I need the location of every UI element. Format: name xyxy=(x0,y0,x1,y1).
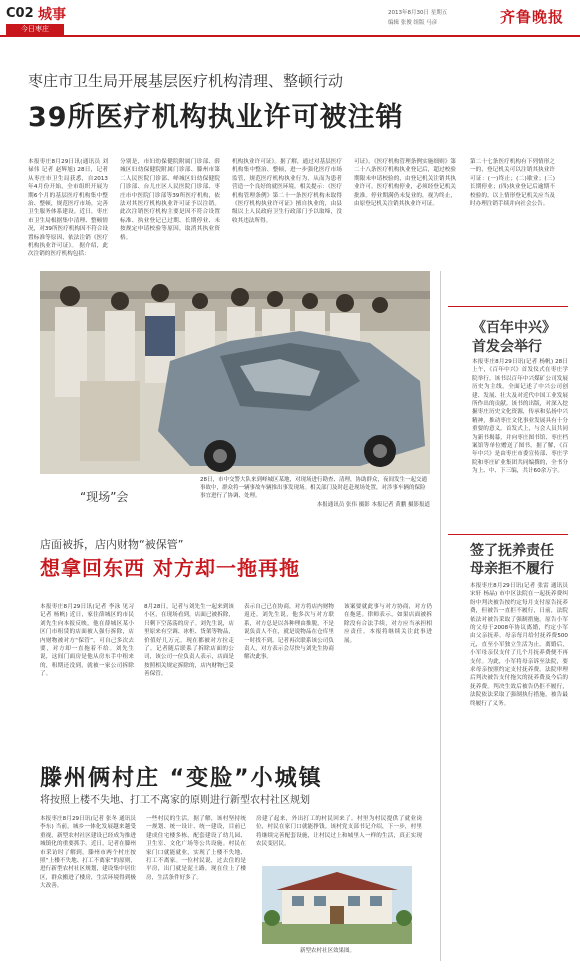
editors-line: 编辑 张俊 组版 马彦 xyxy=(388,20,438,26)
story3-kicker: 将按照上楼不失地、打工不离家的原则进行新型农村社区规划 xyxy=(40,795,310,806)
book-launch-subheadline: 首发会举行 xyxy=(472,339,542,355)
story2-column-3: 表示自己已在协商，对方将店内财物返还。刘先生说，他多次与对方联系，对方总是以各种理由推脱，不是说负责人不在，就是说物品在仓库里一时找不到。记者再次联系该公司负责人，对方表示会尽快与刘先生协商解决此事。 xyxy=(244,604,334,661)
photo-credit: 本报通讯员 张伟 摄影 本报记者 黄鹏 摄影报道 xyxy=(316,502,430,508)
story2-column-4: 该案要就此事与对方协商，对方仍在拖延。律师表示，如果店面被拆除没有合法手续，对方应当承担相应责任。本报将继续关注此事进展。 xyxy=(344,604,432,644)
lead-paragraph-1: 本报枣庄8月29日讯(通讯员 刘禄伟 记者 赵辉旭) 28日，记者从枣庄市卫生局获悉，自2013年4月份开始，全市组织开展为期6个月的基层医疗机构集中整治、整顿，规范医疗市场，完善卫生服务体系建设。近日，枣庄市卫生局根据集中清理、整顿情况，对39所医疗机构因不符合设置标准等原因，依法注销《医疗机构执业许可证》。 xyxy=(28,159,108,250)
accident-scene-photo xyxy=(40,271,430,474)
right-column-divider xyxy=(440,271,441,961)
box2-top-rule xyxy=(448,534,568,535)
story2-column-2: 8月28日，记者与刘先生一起来到该小区，在现场看到，店面已被拆除，只剩下空荡荡的房子。刘先生说，店里原来有空调、冰柜、货架等物品，价值好几万元，现在都被对方拉走了。记者随后联系了拆除店面的公司，该公司一位负责人表示，店面是按照相关规定拆除的，店内财物已妥善保管。 xyxy=(144,604,234,678)
community-rendering-caption: 新型农村社区效果图。 xyxy=(300,948,356,954)
lead-column-3: 机构执业许可证》。据了解，通过对基层医疗机构集中整治、整顿，进一步强化医疗市场监管，规范医疗机构执业行为，从而为患者营造一个良好的就医环境。相关提示：《医疗机构管理条例》第二十一条医疗机构未取得《医疗机构执业许可证》擅自执业的，由县级以上人民政府卫生行政部门予以取缔，没收其违法所得。 xyxy=(232,159,342,224)
story3-column-1: 本报枣庄8月29日讯(记者 张冬 通讯员 李东) 当前，城乡一体化发展越来越受重视，新型农村社区建设已经成为推进城镇化的重要抓手。近日，记者在滕州市采访时了解到，滕州市两个村庄按照“上楼不失地、打工不离家”的原则，进行新型农村社区规划，建设集中居住区，群众搬进了楼房，生活环境得到极大改善。 xyxy=(40,816,136,890)
lead-paragraph-1b: 据介绍，此次注销的医疗机构包括： xyxy=(28,243,109,258)
subsection-label: 今日枣庄 xyxy=(6,24,64,35)
story2-kicker: 店面被拆，店内财物“被保管” xyxy=(40,538,184,551)
lead-column-1 xyxy=(28,158,109,258)
lead-column-2: 分别是，市妇幼保健院附属门诊部、薛城区妇幼保健院附属门诊部、滕州市第二人民医院门诊部、峄城区妇幼保健院门诊部、台儿庄区人民医院门诊部、枣庄市中医院门诊部等39所医疗机构，依法对其医疗机构执业许可证予以注销。此次注销医疗机构主要是因不符合设置标准、执业登记已过期、长期停业、未按规定申请校验等原因，取消其执业资格。 xyxy=(120,159,220,241)
building-illustration xyxy=(262,866,412,944)
book-launch-body: 本报枣庄8月29日讯(记者 杨帆) 28日上午，《百年中兴》首发仪式在枣庄学院举行。该书以百年中兴煤矿公司发展历史为主线，全面记述了中兴公司创建、发展、壮大及对近代中国工业发展所作出的贡献。该书的出版，对深入挖掘枣庄历史文化资源，传承和弘扬中兴精神，推动枣庄文化事业发展具有十分重要的意义。首发式上，与会人员共同为新书揭幕，并向枣庄图书馆、枣庄档案馆等单位赠送了图书。据了解，《百年中兴》是由枣庄市委宣传部、枣庄学院和枣庄矿业集团共同编撰的，全书分为上、中、下三编，共计60余万字。 xyxy=(472,359,568,475)
newspaper-logo: 齐鲁晚报 xyxy=(500,8,565,26)
scene-label: “现场”会 xyxy=(80,490,129,504)
story2-column-1: 本报枣庄8月29日讯(记者 李泳 见习记者 杨帆) 近日，家住薛城区的市民刘先生向本报反映，他在薛城区某小区门市租赁的店面被人强行拆除，店内财物被对方“保管”，可自己多次去要，对方却一直拖着不给。刘先生说，这间门面房是他从房东手中租来的，租期还没到，就被一家公司拆除了。 xyxy=(40,604,134,678)
header-rule xyxy=(0,35,580,37)
lead-headline: 39所医疗机构执业许可被注销 xyxy=(28,102,404,133)
photo-caption-block xyxy=(200,476,430,508)
lead-column-4: 可证》。《医疗机构管理条例实施细则》第二十八条医疗机构执业登记后，超过校验期限未申请校验的，由登记机关注销其执业许可。医疗机构停业，必须经登记机关批准。停业期满仍未复业的，视为终止，由原登记机关注销其执业许可证。 xyxy=(354,159,456,208)
section-title: 城事 xyxy=(38,7,66,23)
story3-headline: 滕州俩村庄 “变脸”小城镇 xyxy=(40,766,323,791)
issue-date: 2013年8月30日 星期五 xyxy=(388,10,448,16)
story2-headline: 想拿回东西 对方却一拖再拖 xyxy=(40,556,300,580)
page-code: C02 xyxy=(6,6,34,21)
box1-top-rule xyxy=(448,306,568,307)
custody-subheadline: 母亲拒不履行 xyxy=(470,561,554,577)
story3-column-3: 房建了起来，外出打工的村民回来了。村里为村民提供了就业岗位，村民在家门口就能挣钱。该村党支部书记介绍，下一步，村里将继续完善配套设施，让村民过上和城里人一样的生活，真正实现农民变居民。 xyxy=(256,816,422,848)
book-launch-headline: 《百年中兴》 xyxy=(472,320,556,336)
custody-headline: 签了抚养责任 xyxy=(470,543,554,559)
photo-illustration xyxy=(40,271,430,474)
story3-column-2: 一些村民的生活。据了解，该村坚持统一规划、统一设计、统一建设，目前已建成住宅楼多栋，配套建设了幼儿园、卫生室、文化广场等公共设施。村民在家门口就能就业，实现了上楼不失地、打工不离家。一位村民说，过去住的是平房，出门就是泥土路，现在住上了楼房，生活条件好多了。 xyxy=(146,816,246,881)
photo-caption: 28日，市中交警大队来到峄城区某地，对现场进行勘查、清理，协助群众，夜间发生一起交通事故中，群众将一辆事故车辆推出事发现场。相关部门及时赶赴现场处置，对涉事车辆的保险事宜进行了协调、处理。 xyxy=(200,477,428,499)
community-rendering-image xyxy=(262,866,412,944)
custody-body: 本报枣庄8月29日讯(记者 张雷 通讯员 宋轩 杨晶) 市中区法院在一起抚养费纠纷中判决被告按约定每月支付原告抚养费，但被告一直拒不履行，日前，法院依法对被告采取了强制措施。原告小军的父母于2008年协议离婚，约定小军由父亲抚养，母亲每月给付抚养费500元，直至小军独立生活为止。离婚后，小军母亲仅支付了几个月抚养费便不再支付。为此，小军将母亲诉至法院，要求母亲按照约定支付抚养费。法院审理后判决被告支付拖欠的抚养费及今后的抚养费。判决生效后被告仍拒不履行，法院依法采取了强制执行措施，被告最终履行了义务。 xyxy=(470,583,568,707)
lead-column-5: 第二十七条医疗机构有下列情形之一的，登记机关可以注销其执业许可证：(一)终止；(二)歇业；(三)长期停业；(四)执业登记后逾期不校验的。以上情形登记机关应当及时办理注销手续并向社会公告。 xyxy=(470,159,555,208)
lead-kicker: 枣庄市卫生局开展基层医疗机构清理、整顿行动 xyxy=(28,72,344,90)
